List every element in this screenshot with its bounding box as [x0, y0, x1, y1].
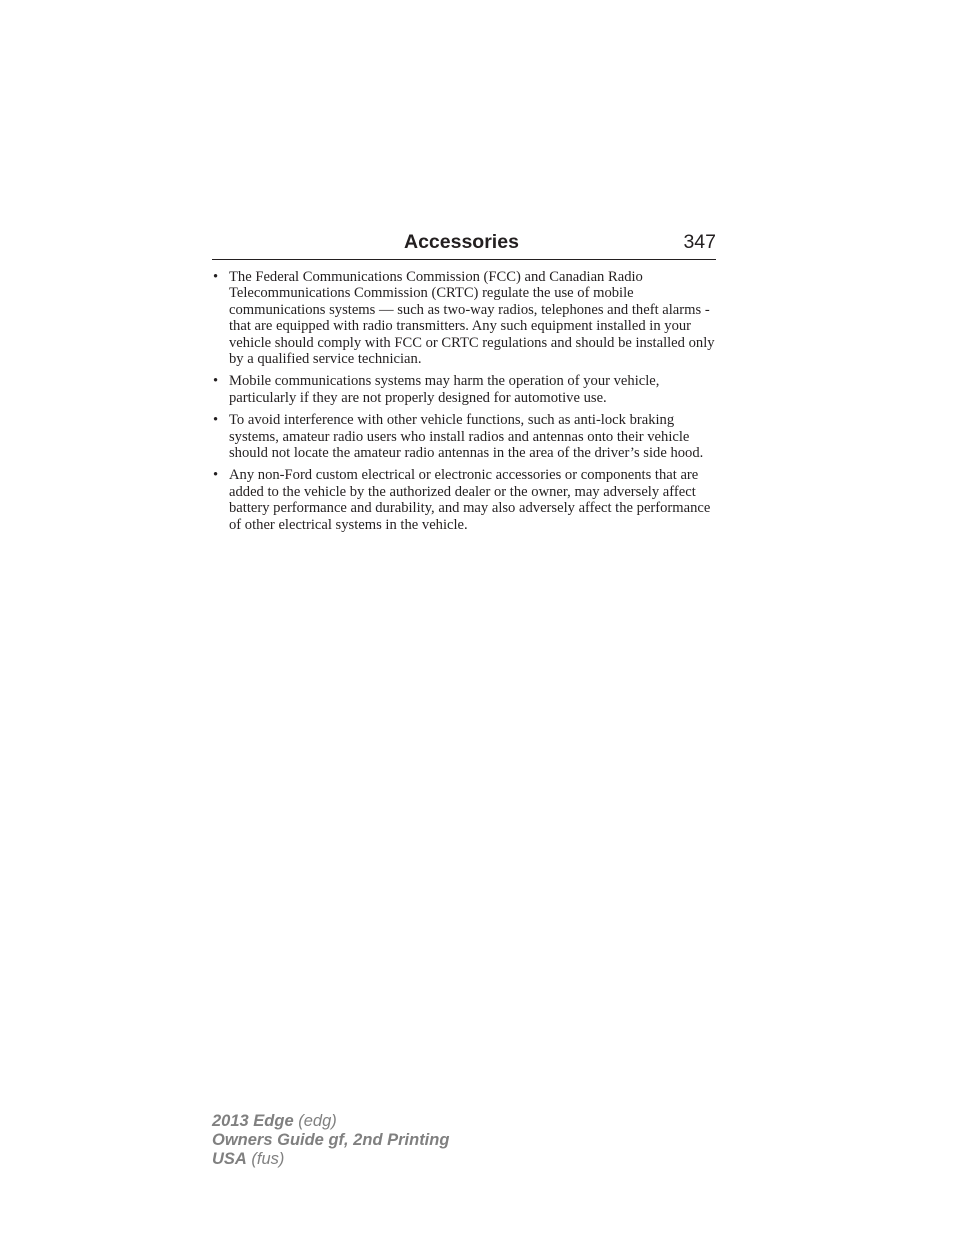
- bullet-list: [212, 269, 716, 533]
- page-content: [212, 269, 716, 539]
- footer-market: USA: [212, 1150, 247, 1168]
- bullet-icon: •: [213, 373, 219, 390]
- list-item-text: The Federal Communications Commission (FCC) and Canadian Radio Telecommunications Commission (CRTC) regulate the use of mobile communications systems — such as two-way radios, telephones and theft alarms - that are equipped with radio transmitters. Any such equipment installed in your vehicle should comply with FCC or CRTC regulations and should be installed only by a qualified service technician.: [229, 269, 715, 368]
- footer-line-market: [212, 1150, 449, 1169]
- page-footer: [212, 1112, 449, 1169]
- section-title: Accessories: [404, 231, 519, 253]
- page-number: 347: [683, 231, 716, 253]
- page-header: [212, 229, 716, 260]
- list-item: [212, 269, 716, 367]
- footer-guide: Owners Guide gf, 2nd Printing: [212, 1131, 450, 1149]
- footer-line-guide: [212, 1131, 449, 1150]
- list-item-text: Mobile communications systems may harm the operation of your vehicle, particularly if they are not properly designed for automotive use.: [229, 373, 660, 406]
- footer-line-model: [212, 1112, 449, 1131]
- list-item: [212, 412, 716, 461]
- bullet-icon: •: [213, 269, 219, 285]
- list-item-text: Any non-Ford custom electrical or electronic accessories or components that are added to the vehicle by the authorized dealer or the owner, may adversely affect battery performance and durability, and may also adversely affect the performance of other electrical systems in the vehicle.: [229, 467, 711, 533]
- footer-model-code: (edg): [293, 1112, 337, 1130]
- list-item: [212, 373, 716, 406]
- bullet-icon: •: [213, 467, 219, 484]
- footer-model: 2013 Edge: [212, 1112, 294, 1130]
- list-item: [212, 467, 716, 533]
- list-item-text: To avoid interference with other vehicle functions, such as anti-lock braking systems, amateur radio users who install radios and antennas onto their vehicle should not locate the amateur radio antennas in the area of the driver’s side hood.: [229, 412, 704, 462]
- bullet-icon: •: [213, 412, 219, 429]
- footer-market-code: (fus): [246, 1150, 285, 1168]
